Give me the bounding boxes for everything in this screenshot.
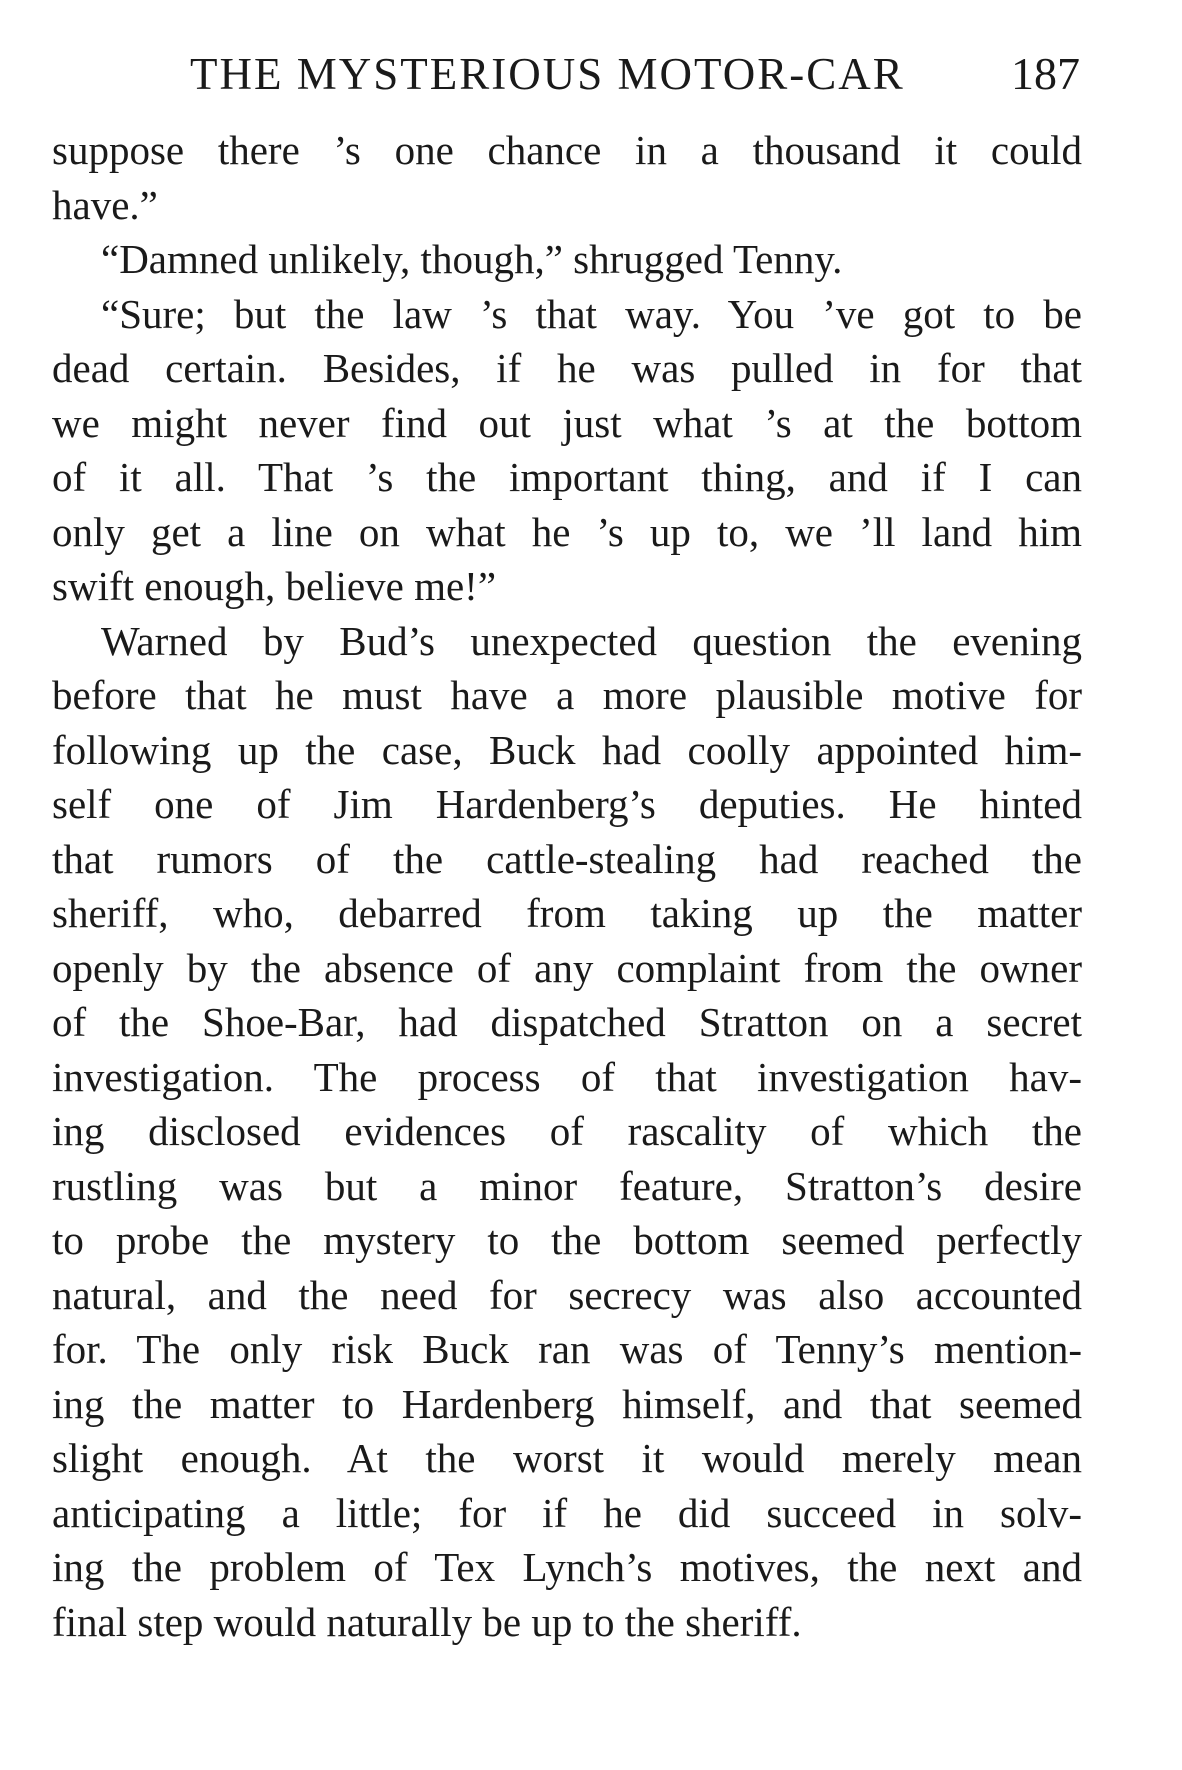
text-line: following up the case, Buck had coolly appointed him-: [52, 726, 1082, 773]
text-line: “Sure; but the law ’s that way. You ’ve got to be: [101, 290, 1082, 337]
text-line: only get a line on what he ’s up to, we ’ll land him: [52, 508, 1082, 555]
text-line: “Damned unlikely, though,” shrugged Tenny.: [101, 236, 843, 282]
running-head: [190, 44, 1080, 104]
text-line: ing disclosed evidences of rascality of which the: [52, 1108, 1082, 1154]
text-line: rustling was but a minor feature, Stratton’s desire: [52, 1162, 1082, 1209]
text-line: that rumors of the cattle-stealing had reached the: [52, 835, 1082, 882]
text-line: openly by the absence of any complaint from the owner: [52, 944, 1082, 991]
text-line: anticipating a little; for if he did succeed in solv-: [52, 1489, 1082, 1536]
text-line: dead certain. Besides, if he was pulled in for that: [52, 345, 1082, 391]
text-line: ing the matter to Hardenberg himself, and that seemed: [52, 1380, 1082, 1427]
body-text: [52, 123, 1082, 1649]
text-line: suppose there ’s one chance in a thousand it could: [52, 127, 1082, 173]
text-line: to probe the mystery to the bottom seemed perfectly: [52, 1217, 1082, 1263]
text-line: have.”: [52, 181, 158, 228]
running-title: THE MYSTERIOUS MOTOR-CAR: [190, 49, 905, 99]
text-line: of it all. That ’s the important thing, and if I can: [52, 454, 1082, 500]
page-number: 187: [1011, 48, 1080, 99]
text-line: Warned by Bud’s unexpected question the evening: [101, 617, 1082, 664]
text-line: sheriff, who, debarred from taking up the matter: [52, 890, 1082, 936]
text-line: investigation. The process of that investigation hav-: [52, 1053, 1082, 1100]
text-line: we might never find out just what ’s at the bottom: [52, 399, 1082, 446]
text-line: for. The only risk Buck ran was of Tenny’s mention-: [52, 1326, 1082, 1372]
text-line: before that he must have a more plausible motive for: [52, 672, 1082, 718]
text-line: swift enough, believe me!”: [52, 563, 497, 609]
text-line: self one of Jim Hardenberg’s deputies. He hinted: [52, 781, 1082, 827]
text-line: ing the problem of Tex Lynch’s motives, the next and: [52, 1544, 1082, 1590]
text-line: final step would naturally be up to the sheriff.: [52, 1598, 802, 1645]
text-line: of the Shoe-Bar, had dispatched Stratton on a secret: [52, 999, 1082, 1045]
text-line: slight enough. At the worst it would merely mean: [52, 1435, 1082, 1481]
text-line: natural, and the need for secrecy was also accounted: [52, 1271, 1082, 1318]
